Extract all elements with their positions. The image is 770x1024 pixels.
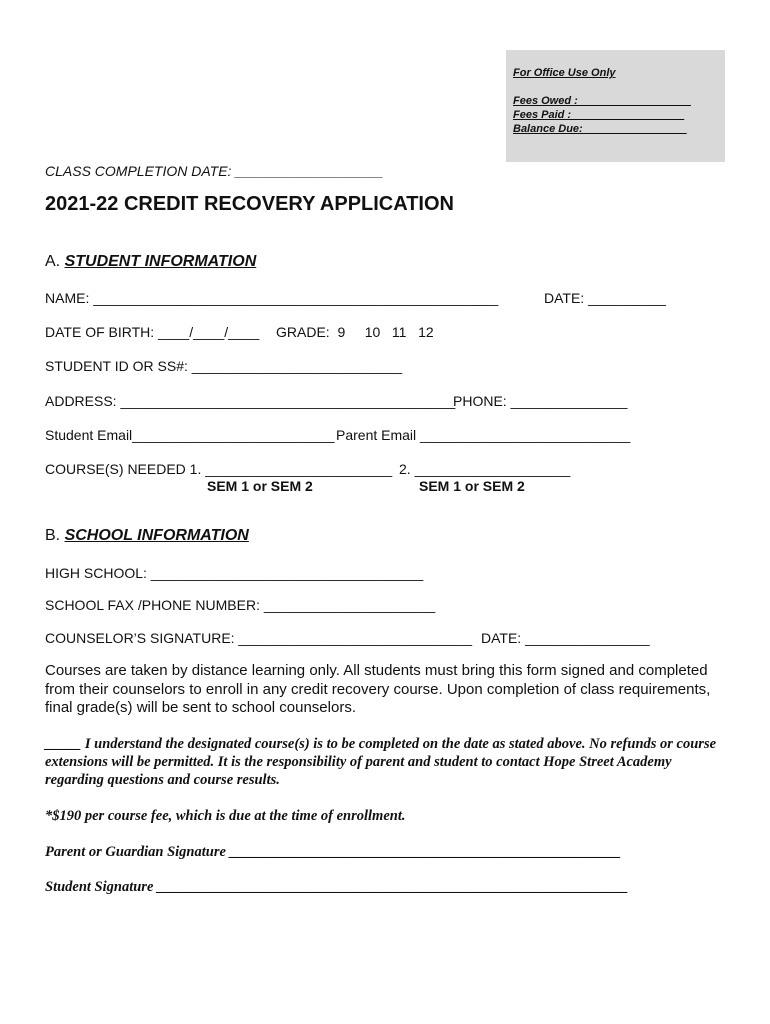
section-b-prefix: B. xyxy=(45,527,65,544)
fees-paid-field: Fees Paid : __________________ xyxy=(513,109,685,121)
student-email-field[interactable]: Student Email__________________________ xyxy=(45,427,335,443)
phone-field[interactable]: PHONE: _______________ xyxy=(453,393,628,409)
counselor-date-field[interactable]: DATE: ________________ xyxy=(481,630,650,646)
fees-owed-field: Fees Owed : __________________ xyxy=(513,95,691,107)
student-signature-field[interactable]: Student Signature _________________________________________________________________ xyxy=(45,879,629,895)
course-1-field[interactable]: COURSE(S) NEEDED 1. ________________________ xyxy=(45,461,393,477)
course-2-semester[interactable]: SEM 1 or SEM 2 xyxy=(419,478,525,494)
acknowledgement-statement[interactable]: _____ I understand the designated course(s) is to be completed on the date as stated above. No refunds or course extensions will be permitted. It is the responsibility of parent and student to contact Hope Street Academy regarding questions and course results. xyxy=(45,736,717,788)
date-field[interactable]: DATE: __________ xyxy=(544,290,666,306)
name-field[interactable]: NAME: ____________________________________________________ xyxy=(45,290,499,306)
student-id-field[interactable]: STUDENT ID OR SS#: ___________________________ xyxy=(45,358,402,374)
grade-options[interactable]: GRADE: 9 10 11 12 xyxy=(276,324,434,340)
address-field[interactable]: ADDRESS: ___________________________________________ xyxy=(45,393,456,409)
counselor-signature-field[interactable]: COUNSELOR’S SIGNATURE: ______________________________ xyxy=(45,630,473,646)
office-use-heading: For Office Use Only xyxy=(513,67,616,79)
parent-signature-field[interactable]: Parent or Guardian Signature ______________________________________________________ xyxy=(45,844,622,860)
section-a-label: STUDENT INFORMATION xyxy=(64,253,257,270)
office-use-box xyxy=(506,50,725,162)
course-2-field[interactable]: 2. ____________________ xyxy=(399,461,571,477)
section-a-prefix: A. xyxy=(45,253,65,270)
school-fax-phone-field[interactable]: SCHOOL FAX /PHONE NUMBER: ______________________ xyxy=(45,597,436,613)
course-1-semester[interactable]: SEM 1 or SEM 2 xyxy=(207,478,313,494)
class-completion-date-field[interactable]: CLASS COMPLETION DATE: ___________________ xyxy=(45,163,384,179)
fee-note: *$190 per course fee, which is due at the time of enrollment. xyxy=(45,808,406,824)
instructions-paragraph: Courses are taken by distance learning only. All students must bring this form signed and completed from their counselors to enroll in any credit recovery course. Upon completion of class requirements, final grade(s) will be sent to school counselors. xyxy=(45,662,711,716)
balance-due-field: Balance Due:_________________ xyxy=(513,123,687,135)
page-title: 2021-22 CREDIT RECOVERY APPLICATION xyxy=(45,193,454,215)
section-a-heading xyxy=(45,253,256,271)
high-school-field[interactable]: HIGH SCHOOL: ___________________________________ xyxy=(45,565,424,581)
section-b-heading xyxy=(45,527,249,545)
date-of-birth-field[interactable]: DATE OF BIRTH: ____/____/____ xyxy=(45,324,260,340)
parent-email-field[interactable]: Parent Email ___________________________ xyxy=(336,427,631,443)
section-b-label: SCHOOL INFORMATION xyxy=(64,527,249,544)
